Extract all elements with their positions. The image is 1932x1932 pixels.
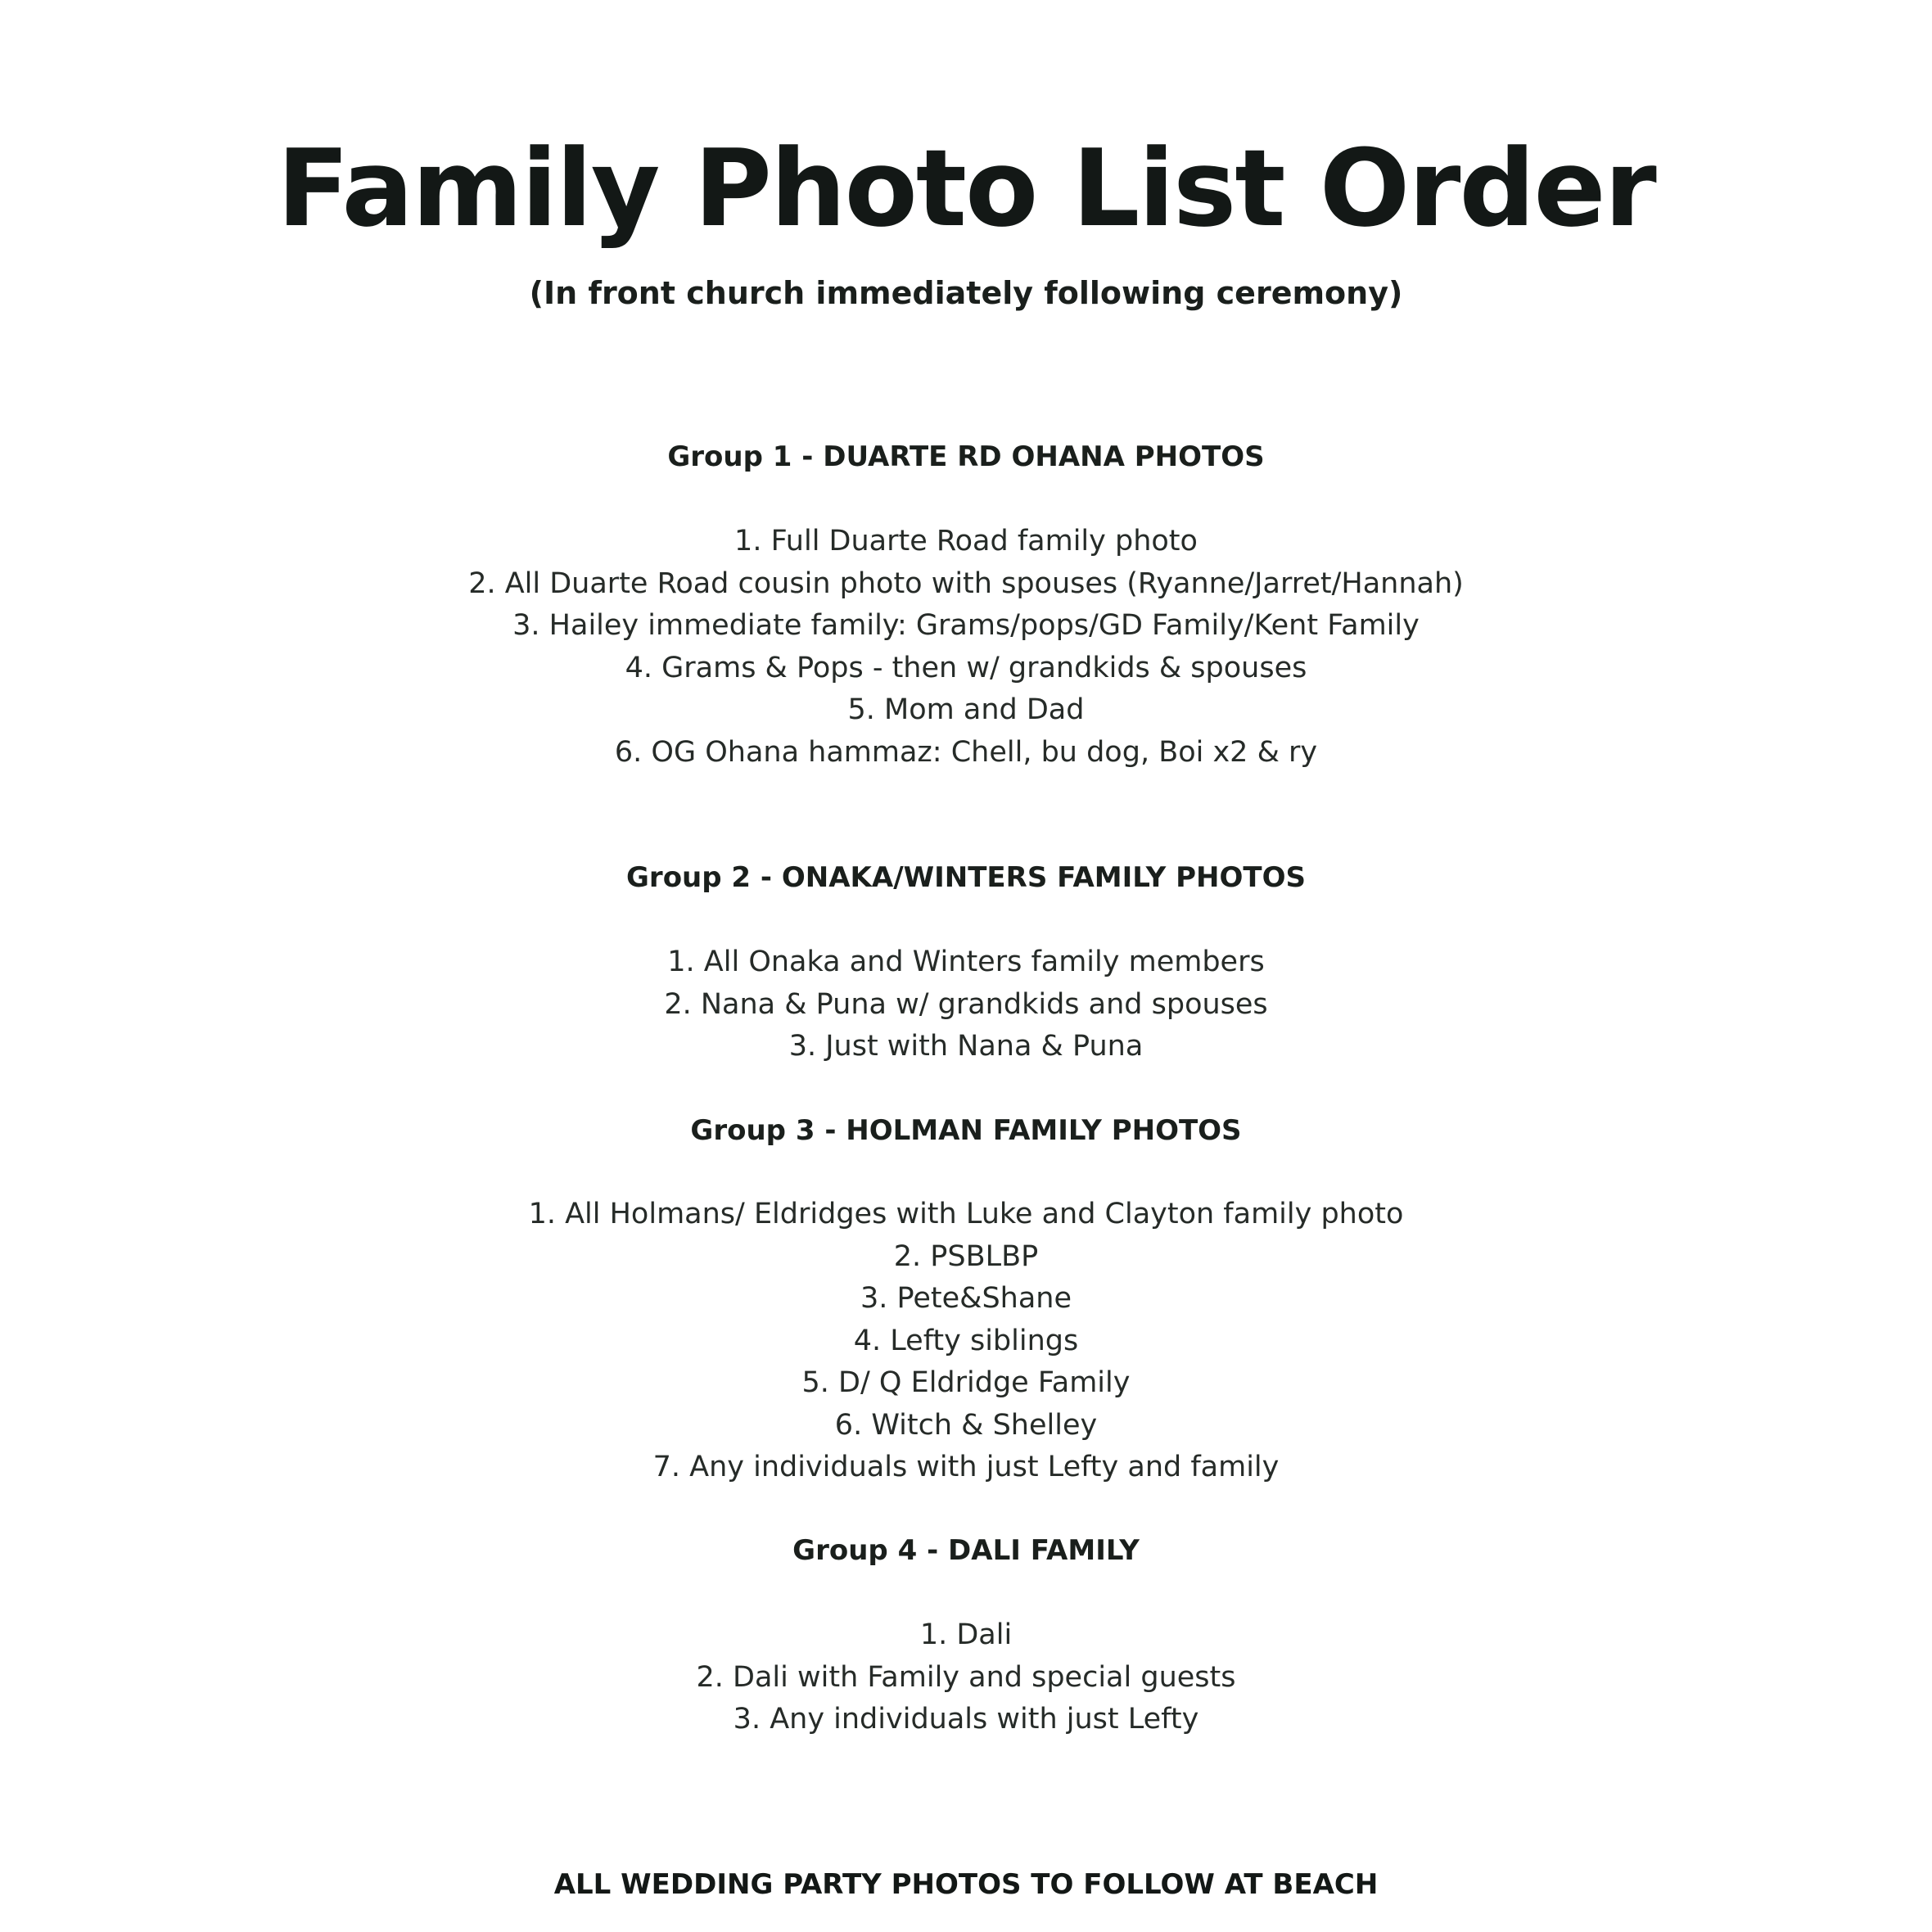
list-item: 1. All Onaka and Winters family members bbox=[667, 946, 1265, 978]
footer-note: ALL WEDDING PARTY PHOTOS TO FOLLOW AT BEACH bbox=[553, 1868, 1379, 1901]
list-item: 7. Any individuals with just Lefty and family bbox=[652, 1451, 1280, 1483]
page-subtitle: (In front church immediately following ceremony) bbox=[529, 275, 1403, 311]
list-item: 6. OG Ohana hammaz: Chell, bu dog, Boi x2 & ry bbox=[614, 735, 1318, 769]
group-3-heading: Group 3 - HOLMAN FAMILY PHOTOS bbox=[690, 1114, 1242, 1147]
list-item: 3. Hailey immediate family: Grams/pops/GD Family/Kent Family bbox=[512, 609, 1420, 642]
list-item: 2. Dali with Family and special guests bbox=[696, 1660, 1236, 1694]
list-item: 3. Just with Nana & Puna bbox=[788, 1030, 1144, 1063]
list-item: 1. All Holmans/ Eldridges with Luke and Clayton family photo bbox=[528, 1198, 1404, 1230]
list-item: 3. Any individuals with just Lefty bbox=[733, 1703, 1199, 1736]
list-item: 5. D/ Q Eldridge Family bbox=[801, 1366, 1131, 1399]
list-item: 2. Nana & Puna w/ grandkids and spouses bbox=[664, 987, 1268, 1021]
list-item: 2. PSBLBP bbox=[893, 1239, 1039, 1273]
group-3-list bbox=[0, 1194, 1932, 1489]
list-item: 1. Dali bbox=[919, 1618, 1013, 1651]
list-item: 1. Full Duarte Road family photo bbox=[734, 525, 1198, 557]
group-2-list bbox=[0, 941, 1932, 1068]
list-item: 5. Mom and Dad bbox=[847, 693, 1085, 726]
list-item: 3. Pete&Shane bbox=[860, 1282, 1072, 1315]
group-4-list bbox=[0, 1614, 1932, 1741]
list-item: 6. Witch & Shelley bbox=[834, 1408, 1098, 1442]
group-4-heading: Group 4 - DALI FAMILY bbox=[792, 1534, 1140, 1567]
list-item: 2. All Duarte Road cousin photo with spouses (Ryanne/Jarret/Hannah) bbox=[468, 567, 1464, 600]
list-item: 4. Grams & Pops - then w/ grandkids & spouses bbox=[625, 651, 1307, 684]
page-title: Family Photo List Order bbox=[277, 126, 1655, 251]
group-2-heading: Group 2 - ONAKA/WINTERS FAMILY PHOTOS bbox=[626, 861, 1306, 894]
group-1-heading: Group 1 - DUARTE RD OHANA PHOTOS bbox=[667, 440, 1265, 473]
group-1-list bbox=[0, 521, 1932, 774]
list-item: 4. Lefty siblings bbox=[853, 1324, 1079, 1357]
